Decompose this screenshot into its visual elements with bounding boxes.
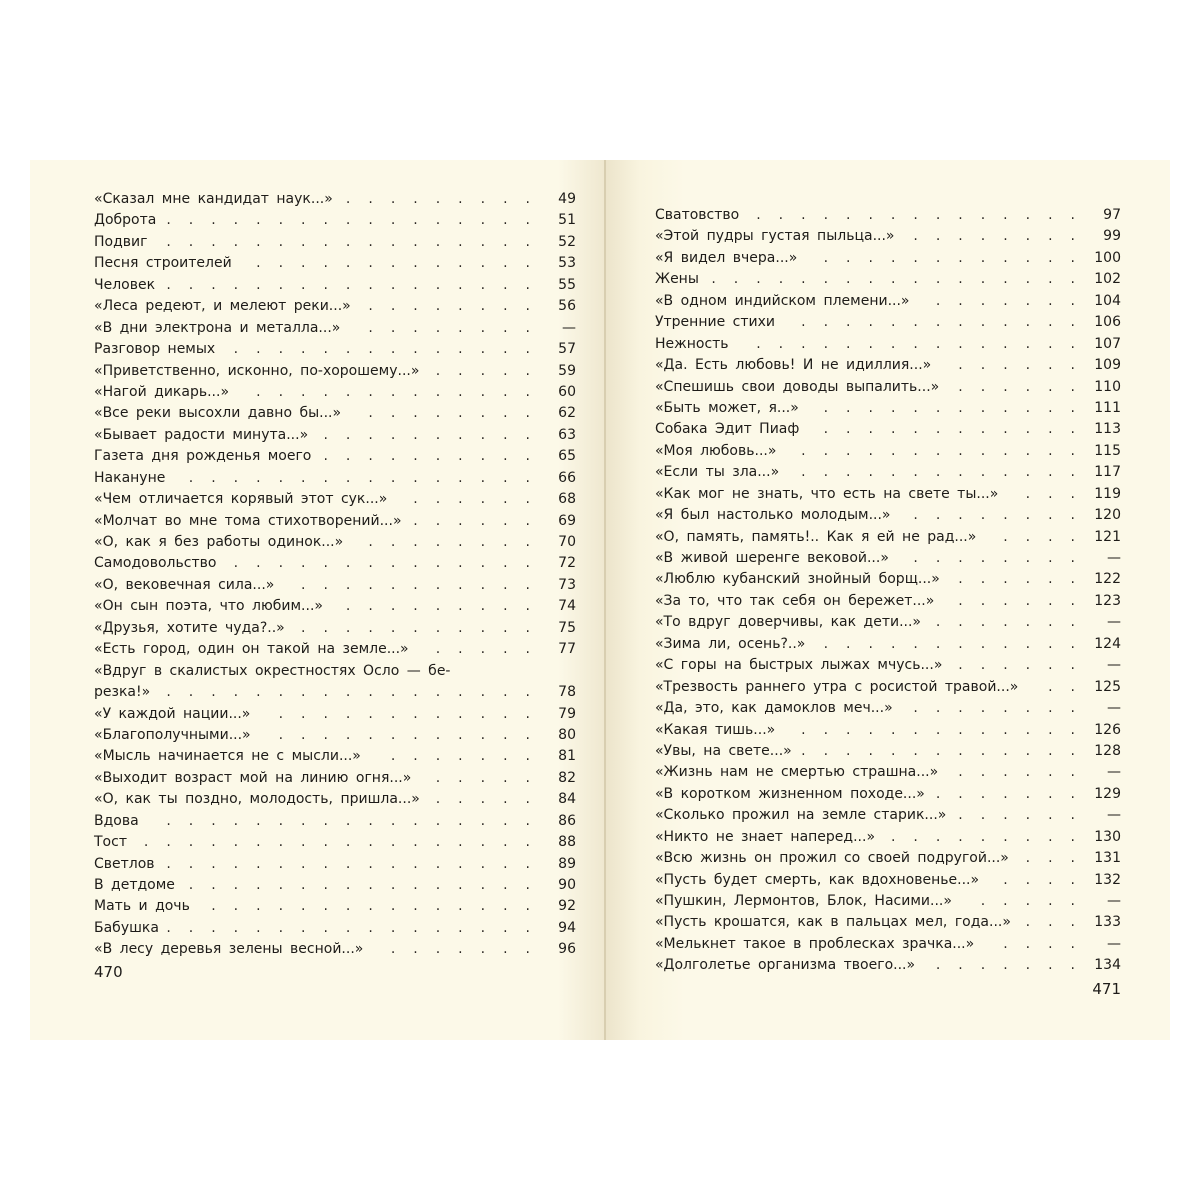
toc-entry-page: 72 <box>558 555 576 572</box>
toc-entry <box>94 639 576 660</box>
toc-leader-dots: ........ <box>368 405 548 422</box>
toc-entry <box>655 355 1121 376</box>
toc-leader-dots: ......... <box>345 191 548 207</box>
left-page <box>30 160 604 1040</box>
toc-entry-page: 92 <box>558 898 576 915</box>
toc-entry-title: Нежность <box>654 335 729 352</box>
toc-entry-title: «Я был настолько молодым...» <box>654 507 891 524</box>
toc-leader-dots: ............ <box>823 421 1093 438</box>
toc-entry-page: 51 <box>558 212 576 229</box>
toc-leader-dots: ...... <box>413 512 548 529</box>
toc-leader-dots: ... <box>1025 850 1093 867</box>
toc-entry <box>655 677 1121 698</box>
toc-leader-dots: ....... <box>935 614 1093 631</box>
toc-entry <box>655 377 1121 398</box>
toc-entry-title: «То вдруг доверчивы, как дети...» <box>654 614 922 631</box>
toc-entry <box>94 768 576 789</box>
toc-entry <box>655 569 1121 590</box>
toc-entry-title: Тост <box>94 834 127 851</box>
toc-entry-page: 82 <box>558 769 576 786</box>
toc-entry-page: 57 <box>558 341 576 358</box>
toc-entry <box>94 725 576 746</box>
toc-entry-title: «Леса редеют, и мелеют реки...» <box>94 298 351 315</box>
toc-leader-dots: ................. <box>711 271 1093 288</box>
toc-entry-title: «Выходит возраст мой на линию огня...» <box>94 769 412 786</box>
toc-leader-dots: ..... <box>980 893 1093 909</box>
toc-entry-title: «Есть город, один он такой на земле...» <box>94 641 409 658</box>
toc-entry-title: «Как мог не знать, что есть на свете ты...» <box>654 485 999 502</box>
toc-entry-page: 120 <box>1094 507 1121 524</box>
toc-entry-title: «Увы, на свете...» <box>654 742 792 759</box>
toc-entry-title: «В одном индийском племени...» <box>654 292 910 309</box>
toc-leader-dots: ................. <box>166 276 548 293</box>
toc-leader-dots: ...... <box>958 378 1093 395</box>
toc-leader-dots: ............. <box>256 255 548 272</box>
toc-leader-dots: ...... <box>958 592 1093 609</box>
toc-entry-page: — <box>1107 893 1121 909</box>
toc-leader-dots: ............. <box>801 442 1093 459</box>
toc-leader-dots: ................. <box>166 684 548 701</box>
toc-entry-title: «Да, это, как дамоклов меч...» <box>654 700 893 717</box>
toc-entry-page: 109 <box>1094 357 1121 374</box>
toc-entry-title: «Долголетье организма твоего...» <box>654 957 916 974</box>
toc-entry-page: — <box>1107 700 1121 717</box>
toc-entry-title: «Какая тишь...» <box>654 721 776 738</box>
toc-entry-title: «Этой пудры густая пыльца...» <box>654 228 895 245</box>
toc-entry <box>94 704 576 725</box>
toc-entry <box>94 232 576 253</box>
toc-leader-dots: ............... <box>211 898 548 915</box>
toc-entry-continuation <box>94 682 576 703</box>
toc-entry <box>655 334 1121 355</box>
toc-entry <box>94 425 576 446</box>
toc-entry <box>94 832 576 853</box>
toc-entry-page: 73 <box>558 576 576 593</box>
toc-leader-dots: ...... <box>958 807 1093 824</box>
toc-entry-page: 75 <box>558 619 576 636</box>
toc-entry <box>655 291 1121 312</box>
toc-entry-title: «В живой шеренге вековой...» <box>654 550 889 566</box>
toc-leader-dots: ..... <box>435 362 548 379</box>
toc-entry <box>655 269 1121 290</box>
toc-entry <box>94 468 576 489</box>
toc-entry-title: «Благополучными...» <box>94 726 251 743</box>
toc-entry-page: 86 <box>558 812 576 829</box>
toc-entry-title: «В лесу деревья зелены весной...» <box>94 941 364 958</box>
toc-entry-title: «Я видел вчера...» <box>654 249 798 266</box>
toc-entry-title: Подвиг <box>94 233 148 250</box>
toc-leader-dots: ......... <box>345 598 548 615</box>
toc-entry-page: 80 <box>558 726 576 743</box>
toc-leader-dots: .......... <box>323 426 548 443</box>
toc-entry-page: 123 <box>1094 592 1121 609</box>
toc-entry-title: «Если ты зла...» <box>654 464 780 481</box>
toc-leader-dots: .................. <box>143 834 548 851</box>
toc-entry-title: Мать и дочь <box>94 898 190 915</box>
toc-entry-title: Утренние стихи <box>654 314 775 331</box>
toc-entry <box>94 596 576 617</box>
toc-entry-title: «Быть может, я...» <box>654 399 799 416</box>
toc-entry-page: — <box>1107 764 1121 781</box>
toc-leader-dots: ........ <box>913 507 1093 524</box>
toc-entry-title: «Люблю кубанский знойный борщ...» <box>654 571 940 588</box>
toc-entry <box>655 205 1121 226</box>
toc-entry-page: 60 <box>558 383 576 400</box>
toc-entry-page: 122 <box>1094 571 1121 588</box>
left-toc-list <box>94 189 576 961</box>
toc-entry-title: «У каждой нации...» <box>94 705 251 722</box>
toc-leader-dots: ................. <box>166 233 548 250</box>
toc-entry <box>655 955 1121 976</box>
toc-leader-dots: .... <box>1003 871 1093 888</box>
toc-entry-title: Доброта <box>94 212 157 229</box>
toc-entry <box>94 575 576 596</box>
toc-leader-dots: ........ <box>913 228 1093 245</box>
toc-entry <box>655 784 1121 805</box>
toc-entry-title: «Мелькнет такое в проблесках зрачка...» <box>654 935 975 952</box>
toc-entry <box>655 698 1121 719</box>
toc-entry-title: Накануне <box>94 469 166 486</box>
toc-entry <box>655 741 1121 762</box>
toc-entry-title: «Чем отличается корявый этот сук...» <box>94 491 388 508</box>
toc-entry-page: 65 <box>558 448 576 465</box>
toc-leader-dots: ............... <box>756 335 1093 352</box>
toc-entry <box>94 361 576 382</box>
toc-entry <box>94 275 576 296</box>
toc-leader-dots: ... <box>1025 485 1093 502</box>
toc-entry <box>655 591 1121 612</box>
toc-entry-page: 59 <box>558 362 576 379</box>
toc-entry <box>94 618 576 639</box>
toc-entry-page: 97 <box>1103 207 1121 223</box>
toc-entry-title: «О, как ты поздно, молодость, пришла...» <box>94 791 420 808</box>
toc-entry-page: 69 <box>558 512 576 529</box>
toc-entry-title: «Всю жизнь он прожил со своей подругой...» <box>654 850 1009 867</box>
toc-entry <box>94 339 576 360</box>
toc-leader-dots: ...... <box>958 357 1093 374</box>
toc-leader-dots: ....... <box>390 941 548 958</box>
toc-leader-dots: .... <box>1003 528 1093 545</box>
toc-entry-title: «Сколько прожил на земле старик...» <box>654 807 947 824</box>
toc-entry-title: Собака Эдит Пиаф <box>654 421 800 438</box>
toc-entry-page: 55 <box>558 276 576 293</box>
toc-entry-title: «В коротком жизненном походе...» <box>654 785 925 802</box>
toc-entry-page: 133 <box>1094 914 1121 931</box>
toc-entry-page: 74 <box>558 598 576 615</box>
toc-entry <box>655 527 1121 548</box>
toc-leader-dots: ........ <box>913 700 1093 717</box>
toc-leader-dots: .. <box>1048 678 1093 695</box>
toc-entry-page: 53 <box>558 255 576 272</box>
toc-entry-page: 62 <box>558 405 576 422</box>
toc-entry-title: «Нагой дикарь...» <box>94 383 230 400</box>
toc-entry-page: 102 <box>1094 271 1121 288</box>
toc-entry-page: 77 <box>558 641 576 658</box>
toc-entry-page: 84 <box>558 791 576 808</box>
toc-leader-dots: ............. <box>256 383 548 400</box>
toc-leader-dots: .... <box>1003 935 1093 952</box>
toc-entry-page: 121 <box>1094 528 1121 545</box>
toc-entry <box>655 848 1121 869</box>
toc-entry <box>655 462 1121 483</box>
left-page-number: 470 <box>94 963 123 981</box>
toc-leader-dots: ............ <box>823 635 1093 652</box>
toc-leader-dots: ...... <box>958 571 1093 588</box>
toc-entry-title: «В дни электрона и металла...» <box>94 319 341 336</box>
toc-entry-title: «Вдруг в скалистых окрестностях Осло — бе- <box>94 662 451 679</box>
toc-leader-dots: .......... <box>323 448 548 465</box>
toc-entry <box>94 382 576 403</box>
toc-entry <box>94 318 576 339</box>
toc-entry-title: «Спешишь свои доводы выпалить...» <box>654 378 940 395</box>
toc-entry <box>94 189 576 210</box>
toc-entry-page: 113 <box>1094 421 1121 438</box>
toc-leader-dots: ........... <box>301 576 548 593</box>
toc-entry-title: Вдова <box>94 812 139 829</box>
toc-entry <box>94 210 576 231</box>
toc-entry-title: «Да. Есть любовь! И не идиллия...» <box>654 357 932 374</box>
toc-entry-title: «О, память, память!.. Как я ей не рад...» <box>654 528 977 545</box>
right-toc-list <box>655 205 1121 977</box>
toc-entry <box>655 891 1121 912</box>
toc-entry-page: 111 <box>1094 399 1121 416</box>
toc-entry-title: «Сказал мне кандидат наук...» <box>94 191 333 207</box>
toc-entry-page: 68 <box>558 491 576 508</box>
toc-leader-dots: ........ <box>913 550 1093 566</box>
toc-leader-dots: ........ <box>368 534 548 550</box>
right-page-number: 471 <box>1092 980 1121 998</box>
toc-entry <box>655 934 1121 955</box>
toc-entry-page: 70 <box>558 534 576 550</box>
toc-entry-page: 119 <box>1094 485 1121 502</box>
toc-entry-page: 126 <box>1094 721 1121 738</box>
toc-entry-page: 63 <box>558 426 576 443</box>
toc-entry <box>655 484 1121 505</box>
toc-leader-dots: ....... <box>935 957 1093 974</box>
toc-entry <box>655 805 1121 826</box>
toc-leader-dots: .............. <box>233 555 548 572</box>
toc-leader-dots: ...... <box>958 657 1093 674</box>
toc-entry <box>94 553 576 574</box>
toc-leader-dots: ..... <box>435 769 548 786</box>
toc-leader-dots: ...... <box>413 491 548 508</box>
toc-entry-page: 134 <box>1094 957 1121 974</box>
toc-entry-title: «Пушкин, Лермонтов, Блок, Насими...» <box>654 893 952 909</box>
toc-entry-page: 78 <box>558 684 576 701</box>
toc-entry-title: «Приветственно, исконно, по-хорошему...» <box>94 362 420 379</box>
toc-entry-page: 89 <box>558 855 576 872</box>
toc-entry-page: — <box>561 319 576 336</box>
toc-entry <box>94 511 576 532</box>
right-page <box>606 160 1170 1040</box>
toc-leader-dots: ................. <box>166 212 548 229</box>
toc-entry-page: 99 <box>1103 228 1121 245</box>
toc-entry <box>94 446 576 467</box>
toc-entry <box>655 762 1121 783</box>
toc-entry <box>655 870 1121 891</box>
toc-entry-title: Песня строителей <box>94 255 232 272</box>
toc-entry-page: — <box>1107 935 1121 952</box>
toc-leader-dots: ................. <box>166 855 548 872</box>
toc-entry-title: «Жизнь нам не смертью страшна...» <box>654 764 939 781</box>
toc-entry <box>94 403 576 424</box>
toc-leader-dots: ..... <box>435 791 548 808</box>
toc-entry <box>94 854 576 875</box>
toc-entry-page: 49 <box>558 191 576 207</box>
toc-entry-page: 107 <box>1094 335 1121 352</box>
toc-entry-title: «Друзья, хотите чуда?..» <box>94 619 285 636</box>
toc-entry <box>655 398 1121 419</box>
toc-entry <box>655 419 1121 440</box>
toc-entry-title: «Он сын поэта, что любим...» <box>94 598 323 615</box>
toc-entry-page: 110 <box>1094 378 1121 395</box>
toc-entry-page: 124 <box>1094 635 1121 652</box>
toc-entry-page: 131 <box>1094 850 1121 867</box>
toc-entry <box>655 720 1121 741</box>
toc-leader-dots: .............. <box>233 341 548 358</box>
toc-entry-title: Сватовство <box>654 207 740 223</box>
toc-entry-page: 106 <box>1094 314 1121 331</box>
toc-entry <box>655 634 1121 655</box>
toc-entry-title: «О, как я без работы одинок...» <box>94 534 344 550</box>
toc-leader-dots: ................. <box>166 812 548 829</box>
toc-entry <box>655 248 1121 269</box>
toc-entry-title: «Зима ли, осень?..» <box>654 635 806 652</box>
toc-entry <box>655 312 1121 333</box>
toc-entry-page: 125 <box>1094 678 1121 695</box>
toc-entry <box>94 811 576 832</box>
toc-leader-dots: ............... <box>756 207 1093 223</box>
toc-entry <box>94 489 576 510</box>
toc-entry <box>655 827 1121 848</box>
toc-entry <box>94 875 576 896</box>
toc-leader-dots: ................ <box>188 877 548 893</box>
toc-entry <box>94 746 576 767</box>
toc-entry-title: «Пусть крошатся, как в пальцах мел, года...» <box>654 914 1011 931</box>
toc-entry-page: 115 <box>1094 442 1121 459</box>
toc-leader-dots: ...... <box>958 764 1093 781</box>
toc-entry-title: Жены <box>654 271 699 288</box>
toc-leader-dots: ....... <box>935 785 1093 802</box>
toc-leader-dots: ............. <box>801 314 1093 331</box>
toc-entry-page: — <box>1107 657 1121 674</box>
toc-entry-page: 94 <box>558 919 576 936</box>
toc-entry-title: Светлов <box>94 855 155 872</box>
toc-entry <box>655 226 1121 247</box>
toc-entry-title-continuation: резка!» <box>94 684 151 701</box>
toc-entry <box>94 789 576 810</box>
toc-leader-dots: ........... <box>301 619 548 636</box>
toc-entry-page: — <box>1107 807 1121 824</box>
toc-leader-dots: ............. <box>801 464 1093 481</box>
toc-leader-dots: ....... <box>390 748 548 765</box>
toc-entry <box>655 912 1121 933</box>
toc-entry-title: «С горы на быстрых лыжах мчусь...» <box>654 657 943 674</box>
toc-entry <box>94 661 576 682</box>
toc-leader-dots: ............ <box>823 399 1093 416</box>
toc-entry-title: «Трезвость раннего утра с росистой травой...» <box>654 678 1019 695</box>
toc-leader-dots: ............ <box>278 726 548 743</box>
toc-entry <box>94 896 576 917</box>
toc-leader-dots: ............ <box>823 249 1093 266</box>
toc-entry-title: «Все реки высохли давно бы...» <box>94 405 342 422</box>
toc-entry-page: 90 <box>558 877 576 893</box>
toc-entry-page: — <box>1107 550 1121 566</box>
toc-entry-page: 56 <box>558 298 576 315</box>
toc-entry-title: «Пусть будет смерть, как вдохновенье...» <box>654 871 980 888</box>
toc-entry-page: 104 <box>1094 292 1121 309</box>
toc-entry-page: 81 <box>558 748 576 765</box>
toc-leader-dots: ........ <box>368 319 548 336</box>
toc-entry <box>655 548 1121 569</box>
toc-entry-title: «Молчат во мне тома стихотворений...» <box>94 512 402 529</box>
toc-entry-page: 66 <box>558 469 576 486</box>
toc-entry-title: В детдоме <box>94 877 175 893</box>
toc-entry <box>655 441 1121 462</box>
toc-leader-dots: ............. <box>801 721 1093 738</box>
toc-entry-title: Человек <box>94 276 156 293</box>
toc-entry-page: 88 <box>558 834 576 851</box>
toc-leader-dots: ... <box>1025 914 1093 931</box>
toc-entry <box>655 612 1121 633</box>
toc-entry-title: «Мысль начинается не с мысли...» <box>94 748 361 765</box>
toc-entry-title: «Бывает радости минута...» <box>94 426 309 443</box>
toc-entry <box>94 532 576 553</box>
toc-leader-dots: ..... <box>435 641 548 658</box>
toc-leader-dots: ............ <box>278 705 548 722</box>
toc-entry-title: Бабушка <box>94 919 159 936</box>
toc-entry <box>94 253 576 274</box>
toc-leader-dots: ................. <box>166 919 548 936</box>
toc-entry <box>94 296 576 317</box>
toc-entry <box>655 505 1121 526</box>
toc-leader-dots: ....... <box>935 292 1093 309</box>
book-spread <box>30 160 1170 1040</box>
toc-entry-page: 96 <box>558 941 576 958</box>
toc-entry-title: «Моя любовь...» <box>654 442 777 459</box>
toc-entry-page: 128 <box>1094 742 1121 759</box>
toc-leader-dots: ............. <box>801 742 1093 759</box>
toc-leader-dots: ................ <box>188 469 548 486</box>
toc-entry-title: «Никто не знает наперед...» <box>654 828 876 845</box>
toc-entry <box>94 939 576 960</box>
toc-entry <box>655 655 1121 676</box>
toc-leader-dots: ......... <box>890 828 1093 845</box>
toc-entry-title: Самодовольство <box>94 555 217 572</box>
toc-entry-title: «За то, что так себя он бережет...» <box>654 592 935 609</box>
toc-leader-dots: ........ <box>368 298 548 315</box>
toc-entry-title: «О, вековечная сила...» <box>94 576 275 593</box>
toc-entry-page: 79 <box>558 705 576 722</box>
toc-entry-page: 129 <box>1094 785 1121 802</box>
toc-entry-page: — <box>1107 614 1121 631</box>
toc-entry-page: 130 <box>1094 828 1121 845</box>
toc-entry <box>94 918 576 939</box>
toc-entry-page: 132 <box>1094 871 1121 888</box>
toc-entry-page: 117 <box>1094 464 1121 481</box>
toc-entry-title: Газета дня рожденья моего <box>94 448 312 465</box>
toc-entry-page: 100 <box>1094 249 1121 266</box>
toc-entry-page: 52 <box>558 233 576 250</box>
toc-entry-title: Разговор немых <box>94 341 216 358</box>
